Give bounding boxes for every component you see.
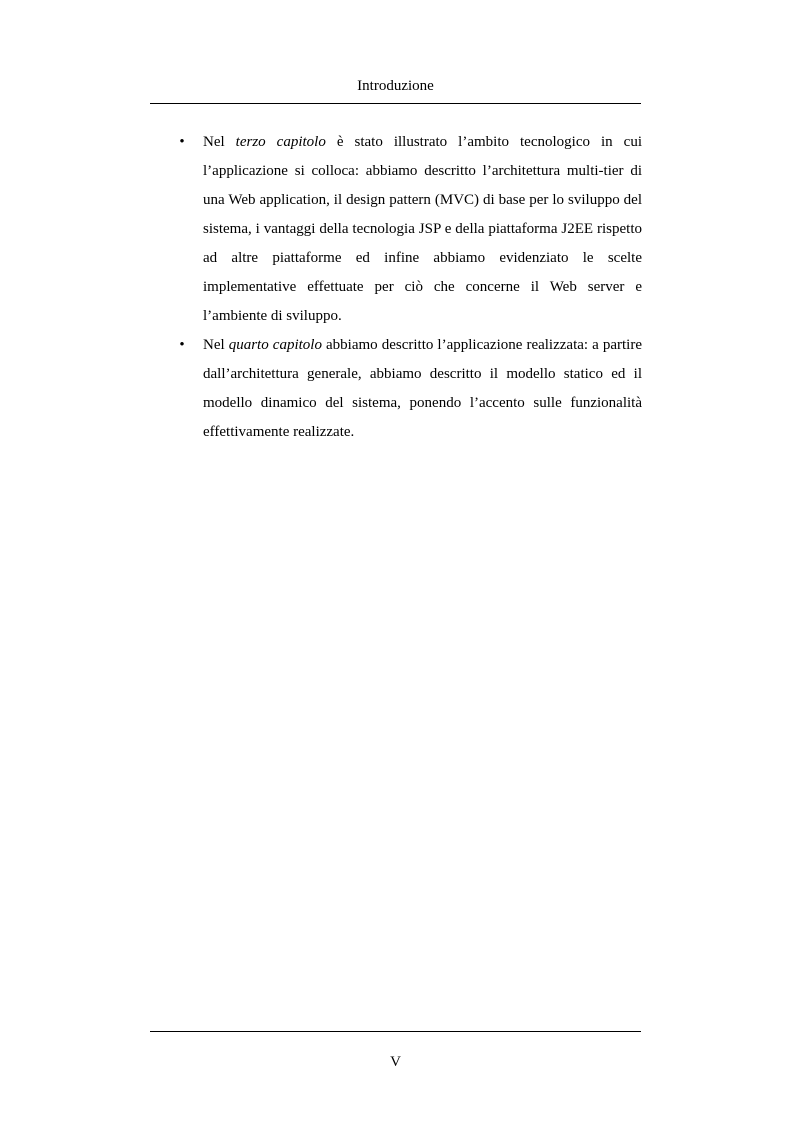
- running-header: Introduzione: [357, 78, 434, 94]
- item-emphasis: quarto capitolo: [228, 337, 322, 353]
- header-rule: [150, 103, 641, 104]
- list-item-fourth-chapter: [176, 331, 642, 447]
- list-item-text: [203, 331, 642, 447]
- page-number: V: [390, 1054, 401, 1070]
- item-body: abbiamo descritto l’applicazione realizzata: a partire dall’architettura generale, abbiamo descritto il modello statico ed il modello dinamico del sistema, ponendo l’accento sulle funzionalità effettivamente realizzate.: [203, 337, 642, 440]
- footer-rule: [150, 1031, 641, 1032]
- list-item-text: [203, 128, 642, 331]
- bullet-icon: •: [179, 337, 185, 353]
- item-emphasis: terzo capitolo: [235, 134, 326, 150]
- item-prefix: Nel: [203, 134, 236, 150]
- list-item-third-chapter: [176, 128, 642, 331]
- item-body: è stato illustrato l’ambito tecnologico in cui l’applicazione si colloca: abbiamo descritto l’architettura multi-tier di una Web application, il design pattern (MVC) di base per lo sviluppo del sistema, i vantaggi della tecnologia JSP e della piattaforma J2EE rispetto ad altre piattaforme ed infine abbiamo evidenziato le scelte implementative effettuate per ciò che concerne il Web server e l’ambiente di sviluppo.: [203, 134, 642, 324]
- item-prefix: Nel: [203, 337, 229, 353]
- chapter-summary-list: [176, 128, 642, 447]
- bullet-icon: •: [179, 134, 185, 150]
